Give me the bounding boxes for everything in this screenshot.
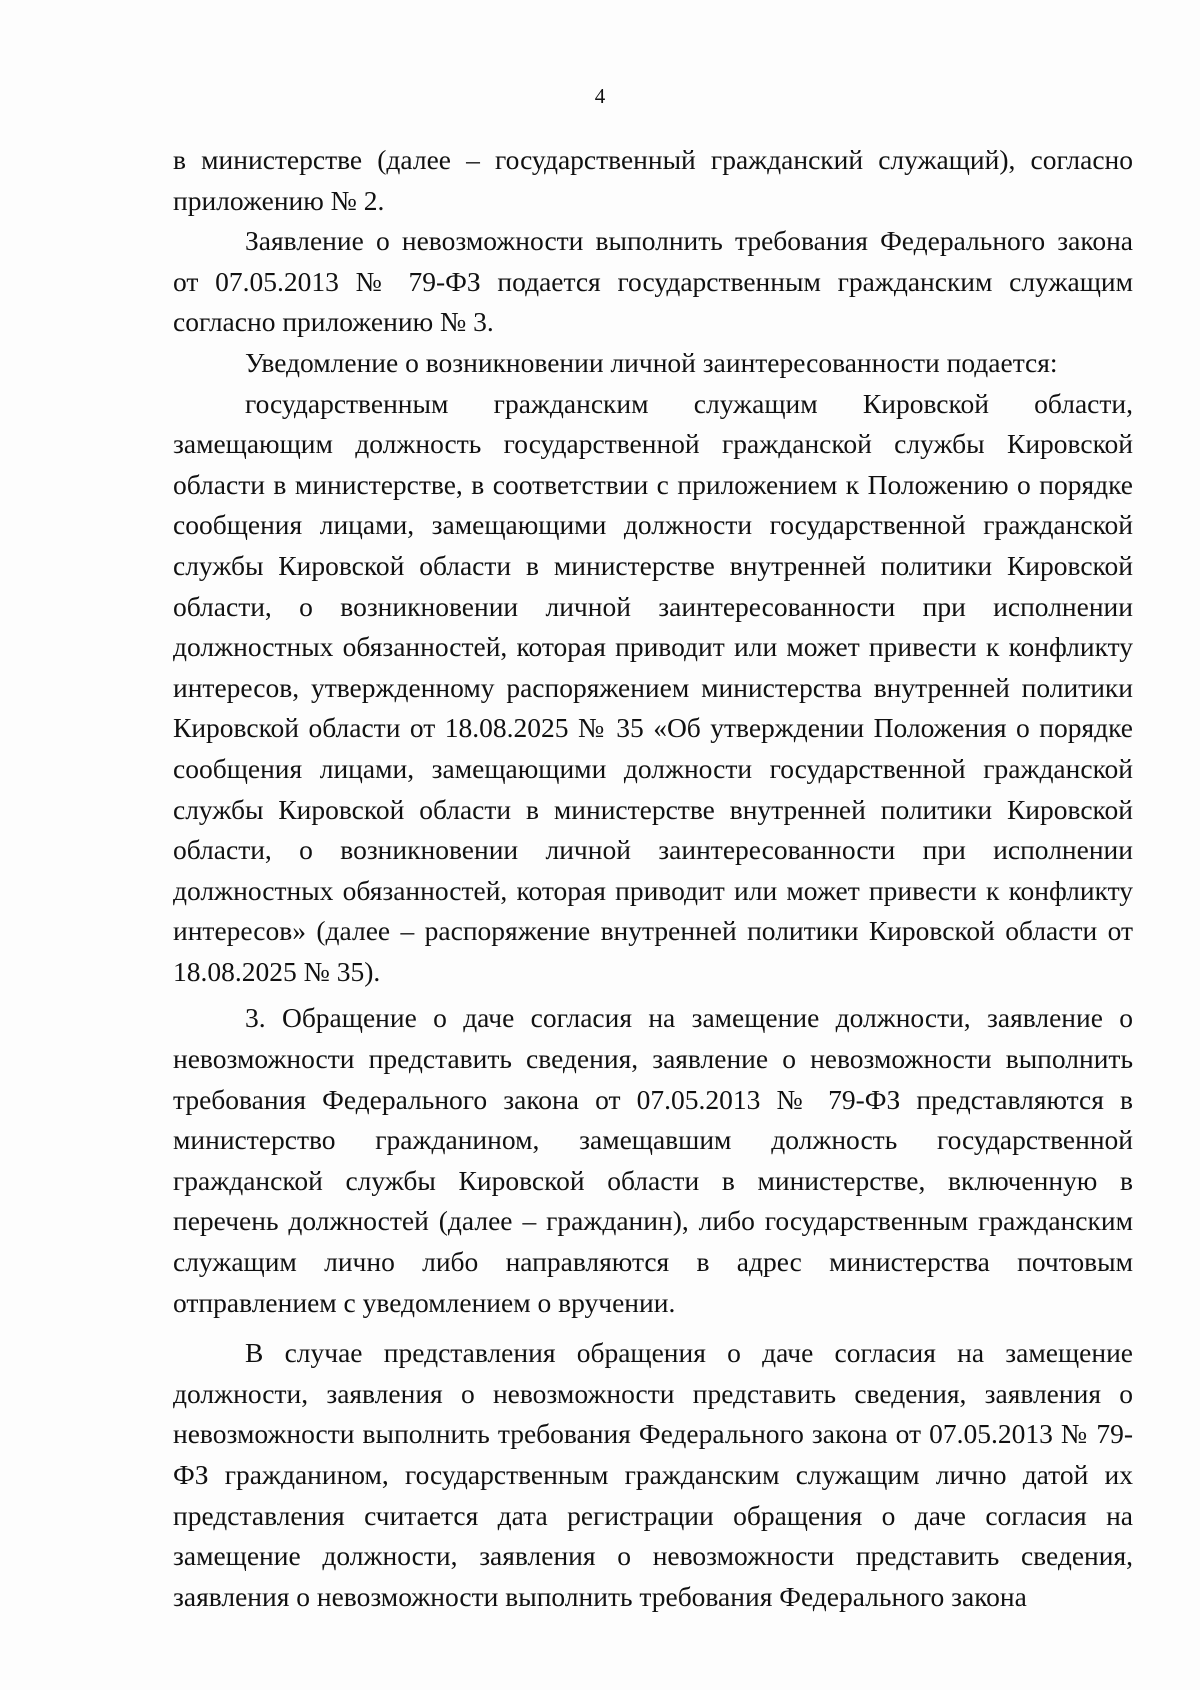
paragraph-continuation: в министерстве (далее – государственный гражданский служащий), согласно приложению № 2.	[173, 144, 1133, 216]
paragraph-statement-impossibility: Заявление о невозможности выполнить требования Федерального закона от 07.05.2013 № 79-ФЗ подается государственным гражданским служащим согласно приложению № 3.	[173, 225, 1133, 338]
paragraph-civil-servants: государственным гражданским служащим Кировской области, замещающим должность государственной гражданской службы Кировской области в министерстве, в соответствии с приложением к Положению о порядке сообщения лицами, замещающими должности государственной гражданской службы Кировской области в министерстве внутренней политики Кировской области, о возникновении личной заинтересованности при исполнении должностных обязанностей, которая приводит или может привести к конфликту интересов, утвержденному распоряжением министерства внутренней политики Кировской области от 18.08.2025 № 35 «Об утверждении Положения о порядке сообщения лицами, замещающими должности государственной гражданской службы Кировской области в министерстве внутренней политики Кировской области, о возникновении личной заинтересованности при исполнении должностных обязанностей, которая приводит или может привести к конфликту интересов» (далее – распоряжение внутренней политики Кировской области от 18.08.2025 № 35).	[173, 387, 1133, 987]
document-body	[173, 140, 1133, 1617]
paragraph-item-3: 3. Обращение о даче согласия на замещение должности, заявление о невозможности представить сведения, заявление о невозможности выполнить требования Федерального закона от 07.05.2013 № 79-ФЗ представляются в министерство гражданином, замещавшим должность государственной гражданской службы Кировской области в министерстве, включенную в перечень должностей (далее – гражданин), либо государственным гражданским служащим лично либо направляются в адрес министерства почтовым отправлением с уведомлением о вручении.	[173, 1002, 1133, 1318]
paragraph-notification-intro: Уведомление о возникновении личной заинтересованности подается:	[245, 346, 1058, 378]
paragraph-submission-date: В случае представления обращения о даче согласия на замещение должности, заявления о невозможности представить сведения, заявления о невозможности выполнить требования Федерального закона от 07.05.2013 № 79-ФЗ гражданином, государственным гражданским служащим лично датой их представления считается дата регистрации обращения о даче согласия на замещение должности, заявления о невозможности представить сведения, заявления о невозможности выполнить требования Федерального закона	[173, 1337, 1133, 1612]
page-number: 4	[594, 84, 606, 108]
